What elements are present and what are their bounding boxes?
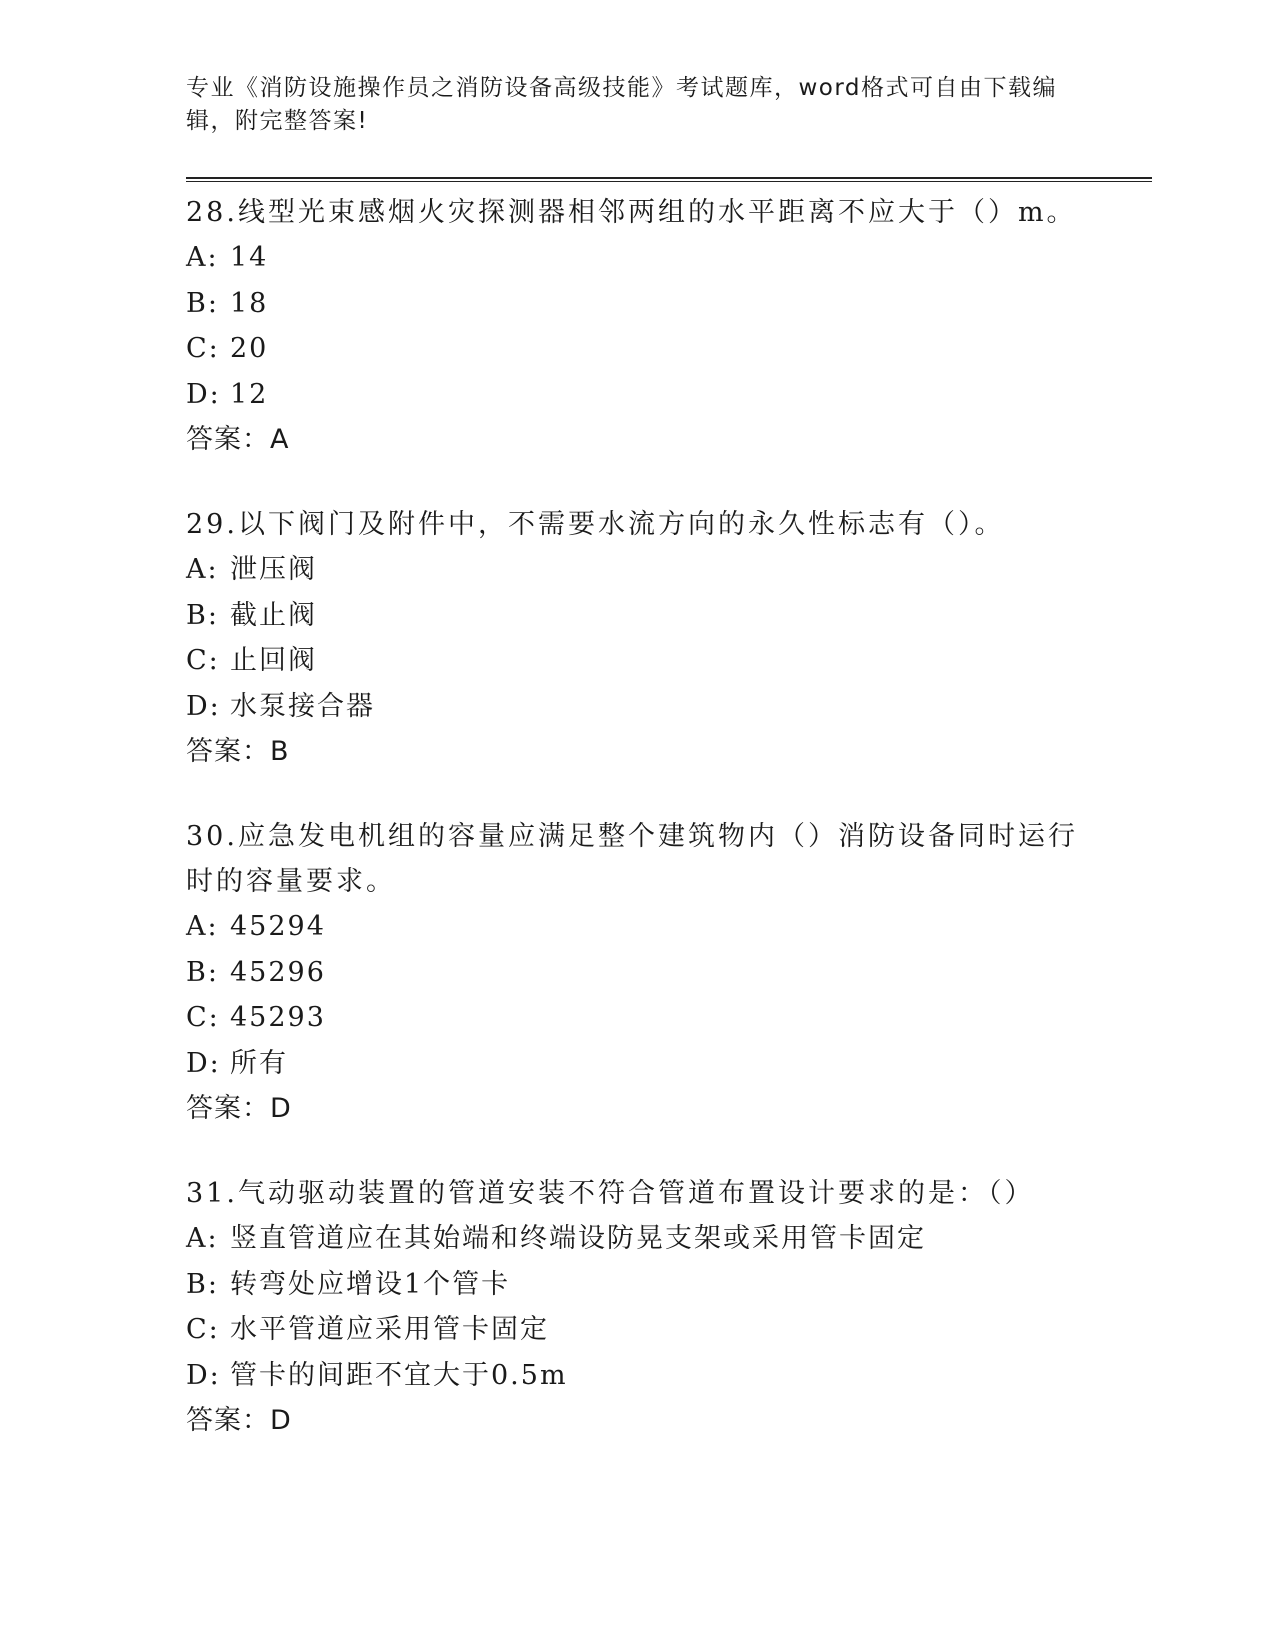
option-key: A:	[186, 554, 219, 585]
option-text: 所有	[230, 1047, 288, 1079]
option-text: 45293	[230, 1002, 326, 1033]
question-stem: 29.以下阀门及附件中，不需要水流方向的永久性标志有（）。	[186, 509, 1005, 540]
question-28	[186, 190, 1086, 462]
option-text: 止回阀	[230, 645, 317, 676]
question-list	[186, 190, 1086, 1483]
document-header: 专业《消防设施操作员之消防设备高级技能》考试题库，word格式可自由下载编辑，附完整答案!	[186, 75, 1058, 134]
answer-line: 答案：D	[186, 1405, 292, 1436]
question-31	[186, 1171, 1086, 1443]
option-c	[186, 1307, 1086, 1353]
option-c	[186, 638, 1086, 684]
option-a	[186, 235, 1086, 281]
option-key: D:	[186, 690, 221, 722]
option-text: 截止阀	[230, 599, 317, 631]
option-a	[186, 904, 1086, 950]
option-b	[186, 1262, 1086, 1308]
option-key: B:	[186, 1268, 219, 1300]
option-key: C:	[186, 1314, 220, 1345]
option-key: C:	[186, 333, 220, 364]
option-b	[186, 281, 1086, 327]
option-text: 20	[230, 333, 269, 364]
option-key: A:	[186, 1223, 219, 1254]
option-text: 14	[230, 242, 269, 273]
option-key: B:	[186, 599, 219, 631]
option-text: 12	[230, 378, 269, 410]
option-key: A:	[186, 242, 219, 273]
question-29	[186, 502, 1086, 774]
option-text: 水泵接合器	[230, 690, 375, 722]
option-d	[186, 1353, 1086, 1399]
question-stem: 30.应急发电机组的容量应满足整个建筑物内（）消防设备同时运行时的容量要求。	[186, 821, 1078, 897]
option-text: 转弯处应增设1个管卡	[230, 1268, 511, 1300]
option-text: 水平管道应采用管卡固定	[230, 1314, 549, 1345]
option-key: A:	[186, 911, 219, 942]
option-text: 管卡的间距不宜大于0.5m	[230, 1359, 568, 1391]
option-text: 45294	[230, 911, 326, 942]
option-text: 竖直管道应在其始端和终端设防晃支架或采用管卡固定	[230, 1223, 926, 1254]
option-b	[186, 950, 1086, 996]
option-key: D:	[186, 1359, 221, 1391]
header-divider	[186, 177, 1152, 182]
option-d	[186, 372, 1086, 418]
option-key: B:	[186, 956, 219, 988]
option-key: B:	[186, 287, 219, 319]
answer-line: 答案：D	[186, 1093, 292, 1124]
option-c	[186, 995, 1086, 1041]
option-a	[186, 547, 1086, 593]
option-d	[186, 684, 1086, 730]
answer-line: 答案：B	[186, 736, 290, 767]
option-key: D:	[186, 1047, 221, 1079]
option-key: D:	[186, 378, 221, 410]
option-key: C:	[186, 645, 220, 676]
question-30	[186, 814, 1086, 1131]
question-stem: 28.线型光束感烟火灾探测器相邻两组的水平距离不应大于（）m。	[186, 197, 1077, 228]
question-stem: 31.气动驱动装置的管道安装不符合管道布置设计要求的是：（）	[186, 1178, 1035, 1209]
option-key: C:	[186, 1002, 220, 1033]
option-a	[186, 1216, 1086, 1262]
option-c	[186, 326, 1086, 372]
option-text: 45296	[230, 956, 326, 988]
answer-line: 答案：A	[186, 424, 290, 455]
option-text: 18	[230, 287, 269, 319]
option-b	[186, 593, 1086, 639]
option-d	[186, 1041, 1086, 1087]
option-text: 泄压阀	[230, 554, 317, 585]
